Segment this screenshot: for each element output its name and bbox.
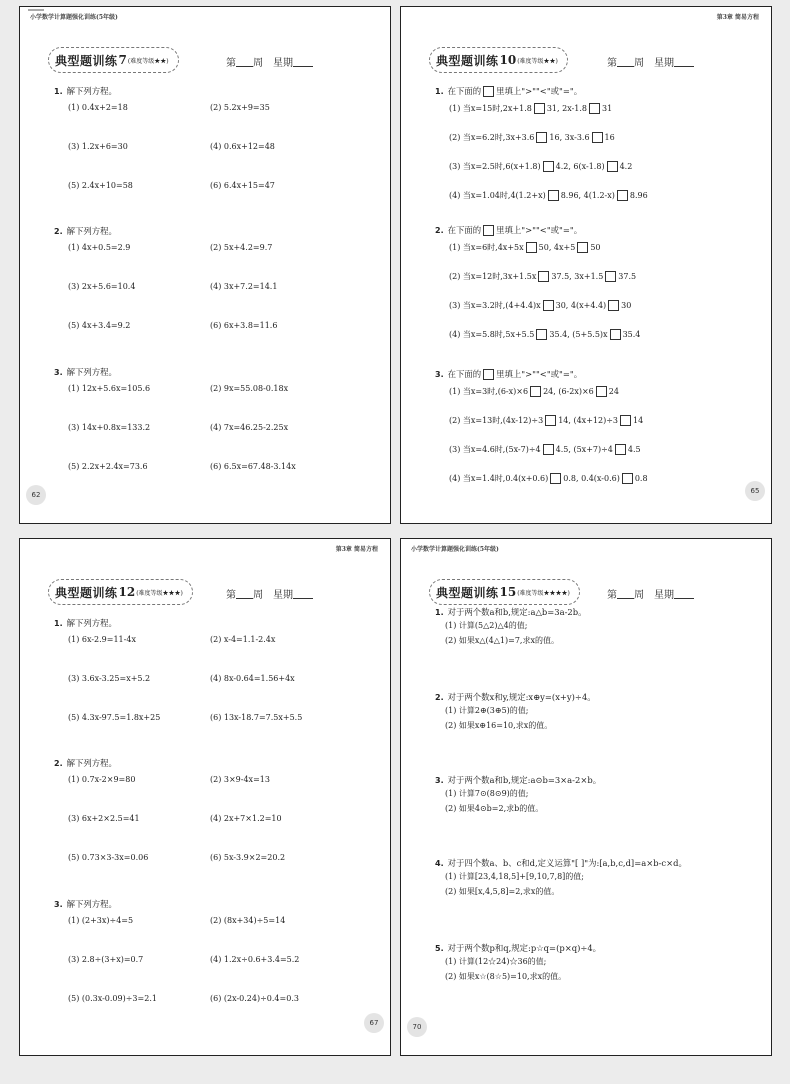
- equation-item: (3) 1.2x+6=30: [68, 142, 128, 151]
- workbook-page-70: [400, 538, 772, 1056]
- answer-box[interactable]: [607, 161, 618, 172]
- running-header: 第3章 简易方程: [716, 14, 759, 21]
- workbook-page-65: [400, 6, 772, 524]
- equation-item: (1) 4x+0.5=2.9: [68, 243, 131, 252]
- comparison-text: 4.2: [619, 162, 633, 171]
- section-number: 2.: [54, 227, 63, 236]
- equation-item: (4) 8x-0.64=1.56+4x: [210, 674, 295, 683]
- section-number: 2.: [54, 759, 63, 768]
- comparison-item: [449, 132, 615, 143]
- comparison-text: 4.2, 6(x-1.8): [555, 162, 605, 171]
- problem-statement: [435, 691, 596, 703]
- answer-box[interactable]: [545, 415, 556, 426]
- section-number: 1.: [54, 87, 63, 96]
- equation-item: (2) 5.2x+9=35: [210, 103, 270, 112]
- equation-item: (1) 0.7x-2×9=80: [68, 775, 136, 784]
- section-instruction: 解下列方程。: [66, 758, 117, 768]
- equation-item: (5) 2.2x+2.4x=73.6: [68, 462, 148, 471]
- section-heading: [435, 85, 582, 97]
- week-day-field: 第 周 星期: [607, 586, 694, 601]
- exercise-title-badge: 典型题训练 7 (难度等级★★): [48, 47, 179, 73]
- comparison-text: 31, 2x-1.8: [546, 104, 587, 113]
- answer-box[interactable]: [605, 271, 616, 282]
- answer-box[interactable]: [483, 369, 494, 380]
- comparison-text: (1) 当x=6时,4x+5x: [449, 243, 524, 252]
- equation-item: (3) 2.8÷(3+x)=0.7: [68, 955, 144, 964]
- problem-statement: [435, 774, 601, 786]
- problem-subquestion: (1) 计算(5△2)△4的值;: [445, 621, 528, 630]
- equation-item: (2) (8x+34)÷5=14: [210, 916, 286, 925]
- section-instruction: 在下面的: [447, 86, 482, 96]
- problem-text: 对于两个数p和q,规定:p☆q=(p×q)÷4。: [447, 943, 602, 953]
- problem-subquestion: (2) 如果x☆(8☆5)=10,求x的值。: [445, 972, 567, 981]
- section-number: 1.: [54, 619, 63, 628]
- section-instruction: 解下列方程。: [66, 618, 117, 628]
- page-number: 67: [364, 1013, 384, 1033]
- section-heading: [54, 366, 117, 378]
- comparison-text: 37.5, 3x+1.5: [551, 272, 604, 281]
- difficulty-rating: (难度等级★★): [127, 57, 169, 65]
- answer-box[interactable]: [589, 103, 600, 114]
- workbook-page-67: [19, 538, 391, 1056]
- equation-item: (4) 3x+7.2=14.1: [210, 282, 278, 291]
- comparison-text: 4.5: [627, 445, 641, 454]
- comparison-text: 8.96: [629, 191, 648, 200]
- comparison-item: [449, 161, 632, 172]
- comparison-text: 35.4: [622, 330, 641, 339]
- week-day-field: 第 周 星期: [607, 54, 694, 69]
- section-instruction: 在下面的: [447, 369, 482, 379]
- equation-item: (5) 4.3x-97.5=1.8x+25: [68, 713, 161, 722]
- answer-box[interactable]: [608, 300, 619, 311]
- comparison-text: 4.5, (5x+7)÷4: [555, 445, 613, 454]
- comparison-item: [449, 415, 643, 426]
- running-header: 小学数学计算题强化训练(5年级): [30, 14, 118, 21]
- problem-text: 对于四个数a、b、c和d,定义运算"[ ]"为:[a,b,c,d]=a×b-c×d。: [447, 858, 687, 868]
- comparison-text: 30, 4(x+4.4): [555, 301, 607, 310]
- problem-number: 2.: [435, 693, 444, 702]
- comparison-text: (3) 当x=4.6时,(5x-7)÷4: [449, 445, 541, 454]
- answer-box[interactable]: [536, 329, 547, 340]
- answer-box[interactable]: [483, 86, 494, 97]
- section-heading: [54, 757, 117, 769]
- comparison-text: (4) 当x=1.4时,0.4(x+0.6): [449, 474, 549, 483]
- comparison-item: [449, 103, 612, 114]
- problem-statement: [435, 606, 586, 618]
- equation-item: (5) (0.3x-0.09)÷3=2.1: [68, 994, 157, 1003]
- problem-number: 3.: [435, 776, 444, 785]
- comparison-text: 24: [608, 387, 619, 396]
- comparison-text: 50: [590, 243, 601, 252]
- week-day-field: 第 周 星期: [226, 586, 313, 601]
- equation-item: (1) (2+3x)÷4=5: [68, 916, 134, 925]
- section-instruction: 解下列方程。: [66, 86, 117, 96]
- answer-box[interactable]: [536, 132, 547, 143]
- equation-item: (4) 1.2x÷0.6+3.4=5.2: [210, 955, 300, 964]
- comparison-text: 50, 4x+5: [538, 243, 576, 252]
- answer-box[interactable]: [543, 300, 554, 311]
- problem-text: 对于两个数a和b,规定:a△b=3a-2b。: [447, 607, 587, 617]
- problem-text: 对于两个数a和b,规定:a⊙b=3×a-2×b。: [447, 775, 602, 785]
- comparison-item: [449, 271, 636, 282]
- section-number: 3.: [54, 368, 63, 377]
- answer-box[interactable]: [534, 103, 545, 114]
- section-heading: [54, 225, 117, 237]
- comparison-text: (1) 当x=15时,2x+1.8: [449, 104, 532, 113]
- equation-item: (3) 14x+0.8x=133.2: [68, 423, 151, 432]
- problem-text: 对于两个数x和y,规定:x⊕y=(x+y)÷4。: [447, 692, 596, 702]
- answer-box[interactable]: [530, 386, 541, 397]
- section-instruction: 解下列方程。: [66, 226, 117, 236]
- comparison-text: 0.8, 0.4(x-0.6): [563, 474, 620, 483]
- section-instruction: 里填上">""<"或"="。: [496, 86, 583, 96]
- problem-subquestion: (1) 计算7⊙(8⊙9)的值;: [445, 789, 529, 798]
- comparison-text: 14, (4x+12)÷3: [558, 416, 618, 425]
- answer-box[interactable]: [610, 329, 621, 340]
- running-header: 第3章 简易方程: [335, 546, 378, 553]
- problem-statement: [435, 942, 601, 954]
- answer-box[interactable]: [615, 444, 626, 455]
- difficulty-rating: (难度等级★★★★): [517, 589, 570, 597]
- comparison-item: [449, 473, 648, 484]
- comparison-item: [449, 190, 648, 201]
- equation-item: (4) 0.6x+12=48: [210, 142, 275, 151]
- section-number: 3.: [435, 369, 444, 379]
- answer-box[interactable]: [620, 415, 631, 426]
- page-number: 62: [26, 485, 46, 505]
- page-number: 70: [407, 1017, 427, 1037]
- problem-subquestion: (2) 如果x⊕16=10,求x的值。: [445, 721, 553, 730]
- equation-item: (5) 2.4x+10=58: [68, 181, 133, 190]
- running-header: 小学数学计算题强化训练(5年级): [411, 546, 499, 553]
- section-heading: [54, 898, 117, 910]
- section-instruction: 在下面的: [447, 225, 482, 235]
- equation-item: (2) 5x+4.2=9.7: [210, 243, 273, 252]
- comparison-text: (3) 当x=2.5时,6(x+1.8): [449, 162, 541, 171]
- problem-subquestion: (2) 如果4⊙b=2,求b的值。: [445, 804, 544, 813]
- answer-box[interactable]: [592, 132, 603, 143]
- answer-box[interactable]: [526, 242, 537, 253]
- equation-item: (4) 2x+7×1.2=10: [210, 814, 282, 823]
- problem-number: 1.: [435, 608, 444, 617]
- comparison-text: (4) 当x=5.8时,5x+5.5: [449, 330, 535, 339]
- equation-item: (2) 3×9-4x=13: [210, 775, 270, 784]
- equation-item: (3) 6x+2×2.5=41: [68, 814, 140, 823]
- answer-box[interactable]: [543, 444, 554, 455]
- comparison-text: 31: [602, 104, 613, 113]
- comparison-text: 30: [621, 301, 632, 310]
- comparison-text: 8.96, 4(1.2-x): [560, 191, 615, 200]
- comparison-text: 0.8: [634, 474, 648, 483]
- equation-item: (1) 0.4x+2=18: [68, 103, 128, 112]
- answer-box[interactable]: [617, 190, 628, 201]
- answer-box[interactable]: [548, 190, 559, 201]
- section-number: 2.: [435, 225, 444, 235]
- exercise-title-badge: 典型题训练 10 (难度等级★★): [429, 47, 568, 73]
- exercise-title-badge: 典型题训练 12 (难度等级★★★): [48, 579, 193, 605]
- answer-box[interactable]: [483, 225, 494, 236]
- comparison-item: [449, 444, 641, 455]
- comparison-text: (4) 当x=1.04时,4(1.2+x): [449, 191, 546, 200]
- problem-statement: [435, 857, 687, 869]
- difficulty-rating: (难度等级★★): [517, 57, 558, 65]
- comparison-item: [449, 300, 631, 311]
- equation-item: (3) 2x+5.6=10.4: [68, 282, 136, 291]
- section-number: 3.: [54, 900, 63, 909]
- comparison-item: [449, 329, 640, 340]
- section-heading: [54, 617, 117, 629]
- equation-item: (1) 12x+5.6x=105.6: [68, 384, 151, 393]
- answer-box[interactable]: [622, 473, 633, 484]
- equation-item: (2) 9x=55.08-0.18x: [210, 384, 289, 393]
- workbook-page-62: [19, 6, 391, 524]
- section-instruction: 里填上">""<"或"="。: [496, 369, 583, 379]
- problem-subquestion: (1) 计算[23,4,18,5]+[9,10,7,8]的值;: [445, 872, 585, 881]
- problem-subquestion: (2) 如果[x,4,5,8]=2,求x的值。: [445, 887, 560, 896]
- comparison-item: [449, 242, 601, 253]
- section-heading: [435, 224, 582, 236]
- answer-box[interactable]: [577, 242, 588, 253]
- equation-item: (6) 6.5x=67.48-3.14x: [210, 462, 296, 471]
- page-number: 65: [745, 481, 765, 501]
- exercise-title-badge: 典型题训练 15 (难度等级★★★★): [429, 579, 580, 605]
- equation-item: (3) 3.6x-3.25=x+5.2: [68, 674, 151, 683]
- equation-item: (5) 0.73×3-3x=0.06: [68, 853, 149, 862]
- comparison-text: (2) 当x=6.2时,3x+3.6: [449, 133, 535, 142]
- answer-box[interactable]: [543, 161, 554, 172]
- problem-number: 4.: [435, 859, 444, 868]
- problem-number: 5.: [435, 944, 444, 953]
- section-heading: [435, 368, 582, 380]
- comparison-text: (3) 当x=3.2时,(4+4.4)x: [449, 301, 541, 310]
- comparison-text: 37.5: [618, 272, 637, 281]
- section-number: 1.: [435, 86, 444, 96]
- comparison-text: (2) 当x=12时,3x+1.5x: [449, 272, 537, 281]
- problem-subquestion: (1) 计算(12☆24)☆36的值;: [445, 957, 547, 966]
- equation-item: (6) 6x+3.8=11.6: [210, 321, 278, 330]
- comparison-text: 35.4, (5+5.5)x: [549, 330, 608, 339]
- comparison-item: [449, 386, 619, 397]
- answer-box[interactable]: [596, 386, 607, 397]
- comparison-text: (2) 当x=13时,(4x-12)÷3: [449, 416, 544, 425]
- equation-item: (6) 5x-3.9×2=20.2: [210, 853, 286, 862]
- comparison-text: 16, 3x-3.6: [549, 133, 590, 142]
- problem-subquestion: (2) 如果x△(4△1)=7,求x的值。: [445, 636, 559, 645]
- comparison-text: (1) 当x=3时,(6-x)×6: [449, 387, 529, 396]
- answer-box[interactable]: [538, 271, 549, 282]
- section-instruction: 里填上">""<"或"="。: [496, 225, 583, 235]
- equation-item: (1) 6x-2.9=11-4x: [68, 635, 136, 644]
- section-instruction: 解下列方程。: [66, 367, 117, 377]
- equation-item: (6) (2x-0.24)÷0.4=0.3: [210, 994, 299, 1003]
- difficulty-rating: (难度等级★★★): [136, 589, 183, 597]
- comparison-text: 14: [633, 416, 644, 425]
- equation-item: (5) 4x+3.4=9.2: [68, 321, 131, 330]
- comparison-text: 16: [604, 133, 615, 142]
- section-instruction: 解下列方程。: [66, 899, 117, 909]
- answer-box[interactable]: [550, 473, 561, 484]
- comparison-text: 24, (6-2x)×6: [543, 387, 594, 396]
- equation-item: (4) 7x=46.25-2.25x: [210, 423, 289, 432]
- problem-subquestion: (1) 计算2⊕(3⊕5)的值;: [445, 706, 529, 715]
- section-heading: [54, 85, 117, 97]
- equation-item: (2) x-4=1.1-2.4x: [210, 635, 276, 644]
- equation-item: (6) 6.4x+15=47: [210, 181, 275, 190]
- equation-item: (6) 13x-18.7=7.5x+5.5: [210, 713, 303, 722]
- week-day-field: 第 周 星期: [226, 54, 313, 69]
